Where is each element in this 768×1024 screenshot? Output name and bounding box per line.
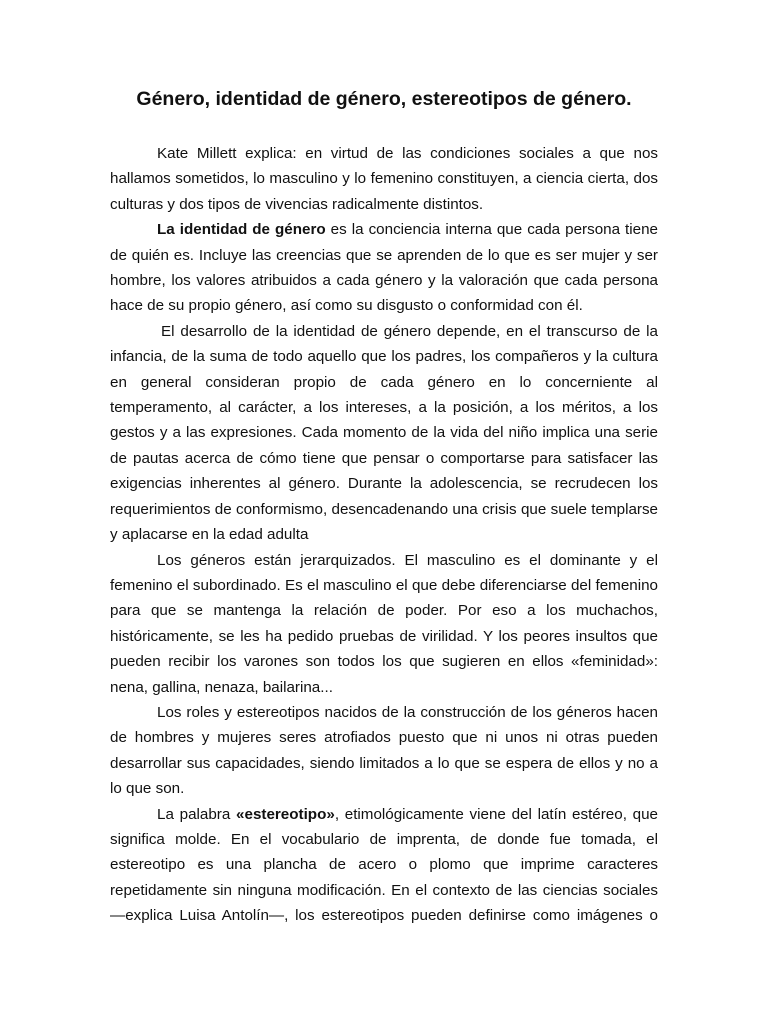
paragraph-text-lead: La palabra [157, 805, 237, 823]
paragraph-text: Los roles y estereotipos nacidos de la construcción de los géneros hacen de hombres y mujeres seres atrofiados puesto que ni unos ni otras pueden desarrollar sus capacidades, siendo limitados a lo que se espera de ellos y no a lo que son. [110, 703, 658, 798]
paragraph-text: Kate Millett explica: en virtud de las condiciones sociales a que nos hallamos sometidos, lo masculino y lo femenino constituyen, a ciencia cierta, dos culturas y dos tipos de vivencias radicalmente distintos. [110, 145, 658, 213]
document-body [110, 141, 658, 929]
paragraph-text: es la conciencia interna que cada persona tiene de quién es. Incluye las creencias que se aprenden de lo que es ser mujer y ser hombre, los valores atribuidos a cada género y la valoración que cada persona hace de su propio género, así como su disgusto o conformidad con él. [110, 221, 658, 315]
paragraph-identidad [110, 217, 658, 319]
document-title: Género, identidad de género, estereotipos de género. [136, 88, 632, 110]
paragraph-text: Los géneros están jerarquizados. El masculino es el dominante y el femenino el subordinado. Es el masculino el que debe diferenciarse del femenino para que se mantenga la relación de poder. Por eso a los muchachos, históricamente, se les ha pedido pruebas de virilidad. Y los peores insultos que pueden recibir los varones son todos los que sugieren en ellos «feminidad»: nena, gallina, nenaza, bailarina... [110, 551, 658, 696]
paragraph-jerarquia [110, 548, 658, 700]
bold-term: La identidad de género [157, 221, 326, 239]
paragraph-estereotipo [110, 802, 658, 929]
paragraph-millett [110, 141, 658, 217]
paragraph-desarrollo [110, 319, 658, 548]
paragraph-roles [110, 700, 658, 802]
paragraph-text: , etimológicamente viene del latín estéreo, que significa molde. En el vocabulario de imprenta, de donde fue tomada, el estereotipo es una plancha de acero o plomo que imprime caracteres repetidamente sin ninguna modificación. En el contexto de las ciencias sociales —explica Luisa Antolín—, los estereotipos pueden definirse como imágenes o [110, 805, 658, 925]
paragraph-text: El desarrollo de la identidad de género depende, en el transcurso de la infancia, de la suma de todo aquello que los padres, los compañeros y la cultura en general consideran propio de cada género en lo concerniente al temperamento, al carácter, a los intereses, a la posición, a los méritos, a los gestos y a las expresiones. Cada momento de la vida del niño implica una serie de pautas acerca de cómo tiene que pensar o comportarse para satisfacer las exigencias inherentes al género. Durante la adolescencia, se recrudecen los requerimientos de conformismo, desencadenando una crisis que suele templarse y aplacarse en la edad adulta [110, 322, 658, 544]
bold-term: «estereotipo» [236, 805, 335, 823]
